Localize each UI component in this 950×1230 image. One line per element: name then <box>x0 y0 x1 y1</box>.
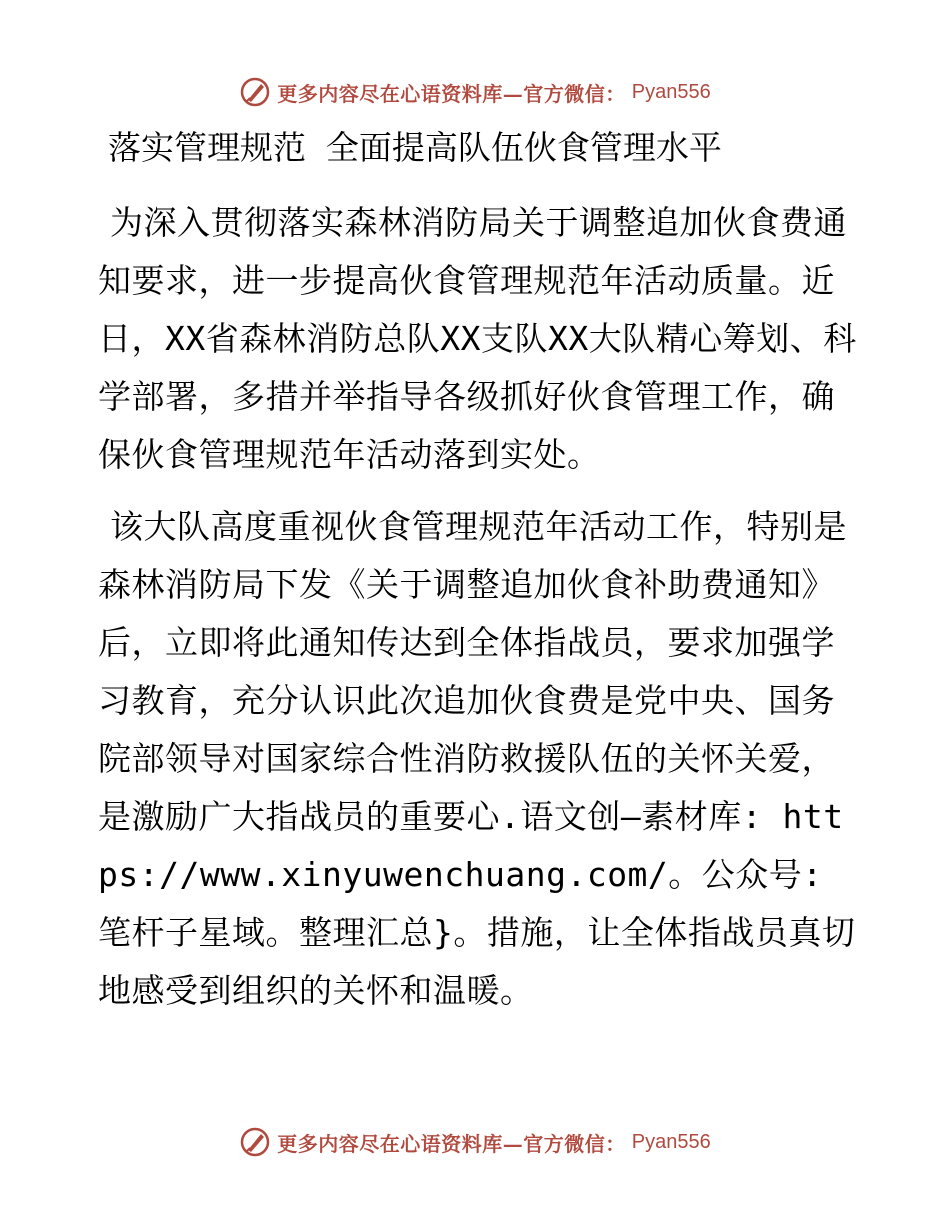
header-banner-text: 更多内容尽在心语资料库—官方微信： <box>277 81 626 106</box>
document-title: 落实管理规范 全面提高队伍伙食管理水平 <box>108 128 722 167</box>
paragraph-2 <box>98 498 860 1020</box>
paragraph-1 <box>98 194 860 484</box>
quill-pen-logo-icon <box>239 76 271 108</box>
footer-wechat-id: Pyan556 <box>631 1130 711 1153</box>
paragraph-1-text: 为深入贯彻落实森林消防局关于调整追加伙食费通知要求，进一步提高伙食管理规范年活动质量。近日，XX省森林消防总队XX支队XX大队精心筹划、科学部署，多措并举指导各级抓好伙食管理工作，确保伙食管理规范年活动落到实处。 <box>98 203 857 474</box>
quill-pen-logo-icon <box>239 1126 271 1158</box>
paragraph-2-text: 该大队高度重视伙食管理规范年活动工作，特别是森林消防局下发《关于调整追加伙食补助费通知》后，立即将此通知传达到全体指战员，要求加强学习教育，充分认识此次追加伙食费是党中央、国务院部领导对国家综合性消防救援队伍的关怀关爱，是激励广大指战员的重要心.语文创—素材库: https://www.xinyuwenchuang.com/。公众号: 笔杆子星域。整理汇总}。措施，让全体指战员真切地感受到组织的关怀和温暖。 <box>98 507 856 1010</box>
header-banner <box>0 72 950 112</box>
footer-banner-text: 更多内容尽在心语资料库—官方微信： <box>277 1131 626 1156</box>
header-wechat-id: Pyan556 <box>631 80 711 103</box>
footer-banner <box>0 1122 950 1162</box>
